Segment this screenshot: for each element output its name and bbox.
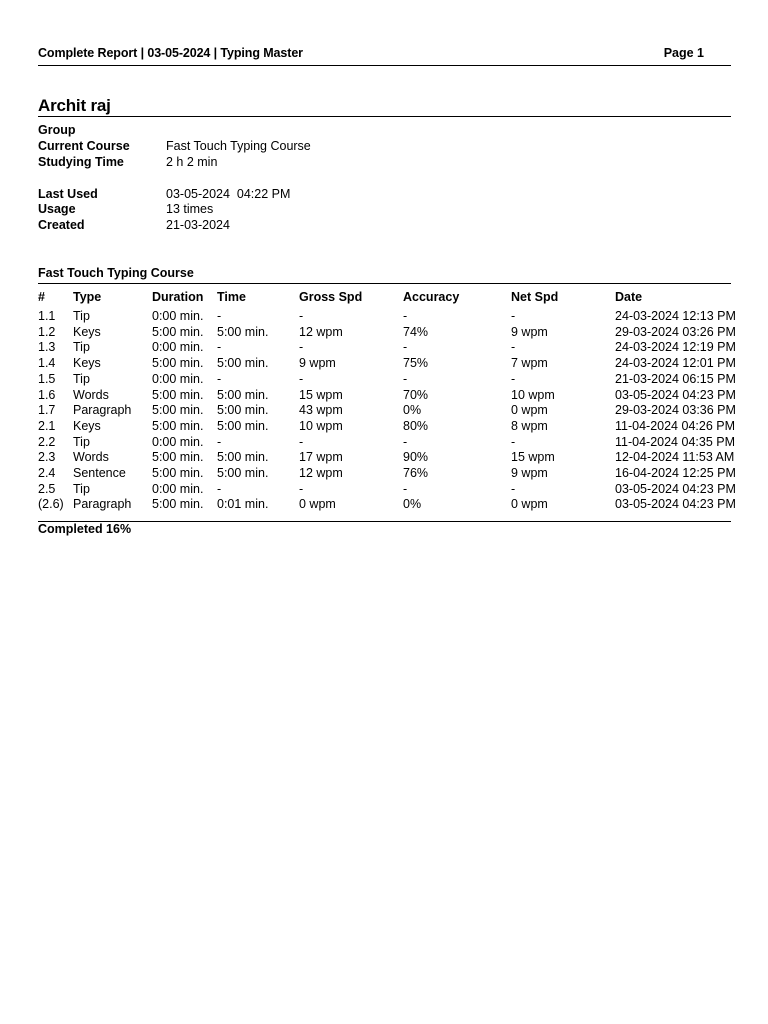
cell-number: 1.5 [38,371,56,386]
column-header-type: Type [73,290,102,304]
cell-time: - [217,309,222,323]
cell-net-speed: - [511,340,516,355]
cell-date: 21-03-2024 06:15 PM [615,371,736,386]
cell-duration: 5:00 min. [152,403,204,418]
cell-type: Tip [73,434,90,449]
cell-date: 11-04-2024 04:35 PM [615,434,735,449]
cell-duration: 0:00 min. [152,340,204,355]
cell-gross-speed: 9 wpm [299,356,336,371]
info-value: Fast Touch Typing Course [166,139,311,153]
table-row [38,356,736,372]
cell-number: 1.7 [38,403,56,418]
cell-type: Words [73,387,109,402]
info-row-last-used [38,187,731,203]
cell-number: 2.2 [38,434,56,449]
cell-accuracy: 0% [403,497,422,512]
page-number: Page 1 [663,46,704,60]
cell-number: 2.3 [38,450,56,465]
table-row [38,497,736,513]
cell-time: 5:00 min. [217,356,269,371]
cell-date: 29-03-2024 03:26 PM [615,324,736,339]
cell-net-speed: 8 wpm [511,418,548,433]
cell-accuracy: 74% [403,324,429,339]
cell-date: 29-03-2024 03:36 PM [615,403,736,418]
cell-number: (2.6) [38,497,64,512]
table-row [38,371,736,388]
completion-status: Completed 16% [38,522,132,536]
cell-net-speed: 9 wpm [511,324,548,339]
cell-time: 5:00 min. [217,403,269,418]
info-row-group [38,123,731,139]
column-header-time: Time [217,290,246,304]
cell-net-speed: - [511,371,516,386]
cell-type: Paragraph [73,403,132,418]
cell-gross-speed: - [299,481,304,496]
cell-net-speed: 15 wpm [511,450,555,465]
table-row [38,450,735,466]
table-row [38,418,735,435]
cell-number: 2.5 [38,481,56,496]
cell-duration: 0:00 min. [152,481,204,496]
cell-number: 1.6 [38,387,56,402]
cell-gross-speed: 15 wpm [299,387,343,402]
report-title: Complete Report | 03-05-2024 | Typing Master [38,46,303,60]
cell-accuracy: 0% [403,403,422,418]
cell-gross-speed: 43 wpm [299,403,343,418]
info-label: Studying Time [38,155,124,169]
info-label: Created [38,218,85,232]
course-section-title: Fast Touch Typing Course [38,266,731,284]
cell-accuracy: 80% [403,418,429,433]
table-row [38,387,736,404]
table-header-row [38,290,731,308]
cell-duration: 5:00 min. [152,497,204,512]
column-header-date: Date [615,290,643,304]
cell-date: 11-04-2024 04:26 PM [615,418,735,433]
cell-accuracy: - [403,340,408,355]
cell-gross-speed: - [299,434,304,449]
cell-number: 1.3 [38,340,56,355]
cell-time: - [217,434,222,449]
cell-net-speed: 0 wpm [511,497,548,512]
cell-gross-speed: 0 wpm [299,497,336,512]
cell-time: 5:00 min. [217,387,269,402]
cell-gross-speed: 12 wpm [299,466,343,480]
cell-date: 24-03-2024 12:19 PM [615,340,736,355]
table-row [38,403,736,419]
cell-type: Paragraph [73,497,132,512]
cell-date: 24-03-2024 12:13 PM [615,309,736,323]
cell-number: 1.2 [38,324,56,339]
column-header-duration: Duration [152,290,204,304]
table-row [38,324,736,341]
cell-type: Tip [73,371,90,386]
table-row [38,466,736,482]
column-header-net-speed: Net Spd [511,290,559,304]
table-row [38,481,736,498]
info-row-created [38,218,731,234]
lessons-table [38,309,736,522]
cell-gross-speed: 12 wpm [299,324,343,339]
cell-time: - [217,481,222,496]
cell-duration: 5:00 min. [152,356,204,371]
column-header-gross-speed: Gross Spd [299,290,363,304]
cell-accuracy: 90% [403,450,429,465]
cell-date: 03-05-2024 04:23 PM [615,387,736,402]
cell-duration: 5:00 min. [152,450,204,465]
cell-time: 0:01 min. [217,497,269,512]
cell-time: - [217,371,222,386]
info-value: 03-05-2024 04:22 PM [166,187,291,201]
table-row [38,434,735,451]
cell-net-speed: - [511,309,516,323]
cell-date: 24-03-2024 12:01 PM [615,356,736,371]
info-value: 13 times [166,202,214,216]
cell-accuracy: 70% [403,387,429,402]
cell-gross-speed: - [299,371,304,386]
cell-gross-speed: - [299,309,304,323]
info-row-current-course [38,139,731,155]
cell-accuracy: - [403,481,408,496]
column-header-accuracy: Accuracy [403,290,460,304]
cell-gross-speed: 10 wpm [299,418,343,433]
cell-gross-speed: - [299,340,304,355]
cell-time: 5:00 min. [217,324,269,339]
cell-net-speed: 0 wpm [511,403,548,418]
cell-time: 5:00 min. [217,450,269,465]
cell-number: 2.1 [38,418,56,433]
cell-number: 1.4 [38,356,56,371]
cell-accuracy: - [403,371,408,386]
cell-accuracy: - [403,434,408,449]
cell-duration: 5:00 min. [152,466,204,480]
cell-duration: 5:00 min. [152,418,204,433]
cell-duration: 0:00 min. [152,309,204,323]
column-header-number: # [38,290,45,304]
cell-date: 16-04-2024 12:25 PM [615,466,736,480]
cell-accuracy: 75% [403,356,429,371]
cell-type: Keys [73,324,101,339]
info-label: Group [38,123,76,137]
cell-date: 03-05-2024 04:23 PM [615,497,736,512]
cell-type: Sentence [73,466,126,480]
info-label: Usage [38,202,76,216]
cell-net-speed: - [511,434,516,449]
cell-net-speed: 9 wpm [511,466,548,480]
info-value: 21-03-2024 [166,218,230,232]
cell-time: - [217,340,222,355]
cell-net-speed: - [511,481,516,496]
info-row-usage [38,202,731,218]
cell-type: Tip [73,309,90,323]
cell-time: 5:00 min. [217,418,269,433]
table-row [38,309,736,325]
cell-accuracy: - [403,309,408,323]
cell-type: Keys [73,418,101,433]
user-name: Archit raj [38,96,731,117]
cell-time: 5:00 min. [217,466,269,480]
info-row-studying-time [38,155,731,171]
cell-net-speed: 7 wpm [511,356,548,371]
report-header [38,45,731,66]
cell-number: 2.4 [38,466,56,480]
cell-date: 12-04-2024 11:53 AM [615,450,735,465]
cell-type: Words [73,450,109,465]
info-label: Last Used [38,187,98,201]
cell-net-speed: 10 wpm [511,387,555,402]
cell-duration: 0:00 min. [152,434,204,449]
cell-date: 03-05-2024 04:23 PM [615,481,736,496]
cell-duration: 0:00 min. [152,371,204,386]
cell-type: Tip [73,340,90,355]
table-row [38,340,736,356]
cell-gross-speed: 17 wpm [299,450,343,465]
cell-type: Keys [73,356,101,371]
cell-duration: 5:00 min. [152,324,204,339]
cell-duration: 5:00 min. [152,387,204,402]
cell-number: 1.1 [38,309,56,323]
info-value: 2 h 2 min [166,155,218,169]
cell-type: Tip [73,481,90,496]
info-label: Current Course [38,139,130,153]
cell-accuracy: 76% [403,466,429,480]
